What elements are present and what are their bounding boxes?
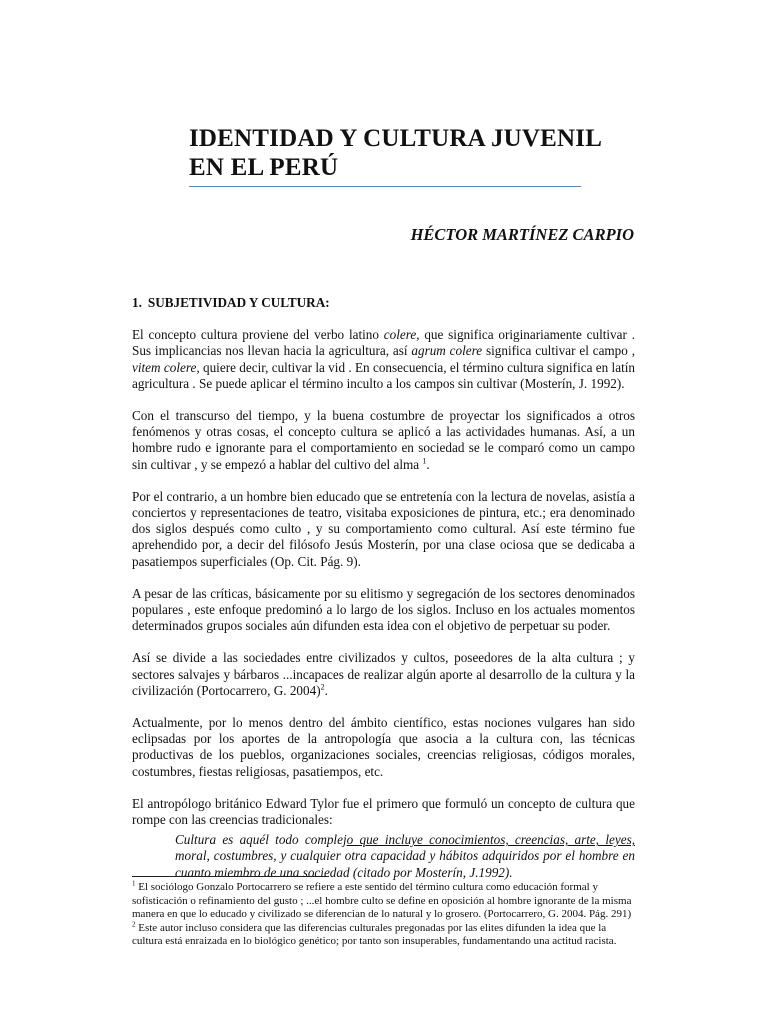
para1-italic-3: vitem colere [132, 359, 197, 375]
footnote-ref-1[interactable]: 1 [422, 456, 427, 466]
title-line-2: EN EL PERÚ [189, 154, 339, 181]
paragraph-5 [132, 650, 635, 699]
quote-text-2: o que incluye conocimientos, creencias, arte, leyes, [346, 832, 635, 848]
para1-text-4: , quiere decir, cultivar la vid . En consecuencia, el término cultura significa en latín agricultura . Se puede aplicar el término inculto a los campos sin cultivar (Mosterín, J. 1992). [132, 359, 635, 391]
footnote-1 [132, 881, 635, 922]
para1-italic-1: colere [383, 327, 417, 343]
paragraph-3: Por el contrario, a un hombre bien educado que se entretenía con la lectura de novelas, asistía a conciertos y representaciones de teatro, visitaba exposiciones de pintura, etc.; era denominado dos siglos después como culto , y su comportamiento como cultural. Así este término fue aprehendido por, a decir del filósofo Jesús Mosterín, por una clase ociosa que se dedicaba a pasatiempos superficiales (Op. Cit. Pág. 9). [132, 488, 635, 569]
para1-text-1: El concepto cultura proviene del verbo latino [132, 327, 384, 343]
block-quote [175, 832, 635, 881]
para2-end: . [426, 456, 430, 472]
section-number: 1. [132, 295, 142, 310]
para2-text: Con el transcurso del tiempo, y la buena costumbre de proyectar los significados a otros fenómenos y otras cosas, el concepto cultura se aplicó a las actividades humanas. Así, a un hombre rudo e ignorante para el comportamiento en sociedad se le comparó como un campo sin cultivar , y se empezó a hablar del cultivo del alma [132, 408, 635, 472]
document-title [189, 124, 602, 182]
footnote-separator [132, 876, 329, 877]
paragraph-6: Actualmente, por lo menos dentro del ámbito científico, estas nociones vulgares han sido eclipsadas por los aportes de la antropología que asocia a la cultura con, las técnicas productivas de los pueblos, organizaciones sociales, creencias religiosas, códigos morales, costumbres, fiestas religiosas, pasatiempos, etc. [132, 715, 635, 779]
quote-text-3: moral, costumbres, y cualquier otra capacidad y hábitos adquiridos por el hombre en cuanto miembro de una sociedad (citado por Mosterín, J.1992). [175, 848, 635, 880]
para5-text: Así se divide a las sociedades entre civilizados y cultos, poseedores de la alta cultura ; y sectores salvajes y bárbaros ...incapaces de realizar algún aporte al desarrollo de la cultura y la civilización (Portocarrero, G. 2004) [132, 650, 635, 698]
paragraph-7: El antropólogo británico Edward Tylor fue el primero que formuló un concepto de cultura que rompe con las creencias tradicionales: [132, 795, 635, 828]
para5-end: . [324, 682, 328, 698]
body-text [132, 295, 635, 881]
paragraph-2 [132, 408, 635, 473]
para1-italic-2: agrum colere [411, 343, 483, 359]
footnote-1-text: El sociólogo Gonzalo Portocarrero se refiere a este sentido del término cultura como educación formal y sofisticación o refinamiento del gusto ; ...el hombre culto se define en oposición al hombre ignorante de la misma manera en que lo educado y civilizado se diferencian de lo natural y lo grosero. (Portocarrero, G. 2004. Pág. 291) [132, 881, 632, 921]
section-title: SUBJETIVIDAD Y CULTURA: [147, 295, 330, 310]
title-underline-rule [189, 186, 581, 187]
paragraph-4: A pesar de las críticas, básicamente por su elitismo y segregación de los sectores denominados populares , este enfoque predominó a lo largo de los siglos. Incluso en los actuales momentos determinados grupos sociales aún difunden esta idea con el objetivo de perpetuar su poder. [132, 585, 635, 634]
para1-text-2: , que significa originariamente cultivar . Sus implicancias nos llevan hacia la agricultura, así [132, 327, 635, 359]
title-line-1: IDENTIDAD Y CULTURA JUVENIL [189, 125, 603, 152]
section-heading [132, 295, 635, 311]
footnote-ref-2[interactable]: 2 [320, 682, 325, 692]
footnotes [132, 881, 635, 949]
footnote-2-number: 2 [132, 920, 136, 929]
paragraph-1 [132, 327, 635, 392]
footnote-2 [132, 922, 635, 949]
footnote-1-number: 1 [132, 879, 136, 888]
para1-text-3: significa cultivar el campo , [482, 343, 636, 359]
footnote-2-text: Este autor incluso considera que las diferencias culturales pregonadas por las elites difunden la idea que la cultura está enraizada en lo biológico genético; por tanto son insuperables, fundamentando una actitud racista. [132, 921, 617, 948]
quote-text-1: Cultura es aquél todo complej [175, 832, 347, 848]
author-name: HÉCTOR MARTÍNEZ CARPIO [410, 225, 634, 244]
